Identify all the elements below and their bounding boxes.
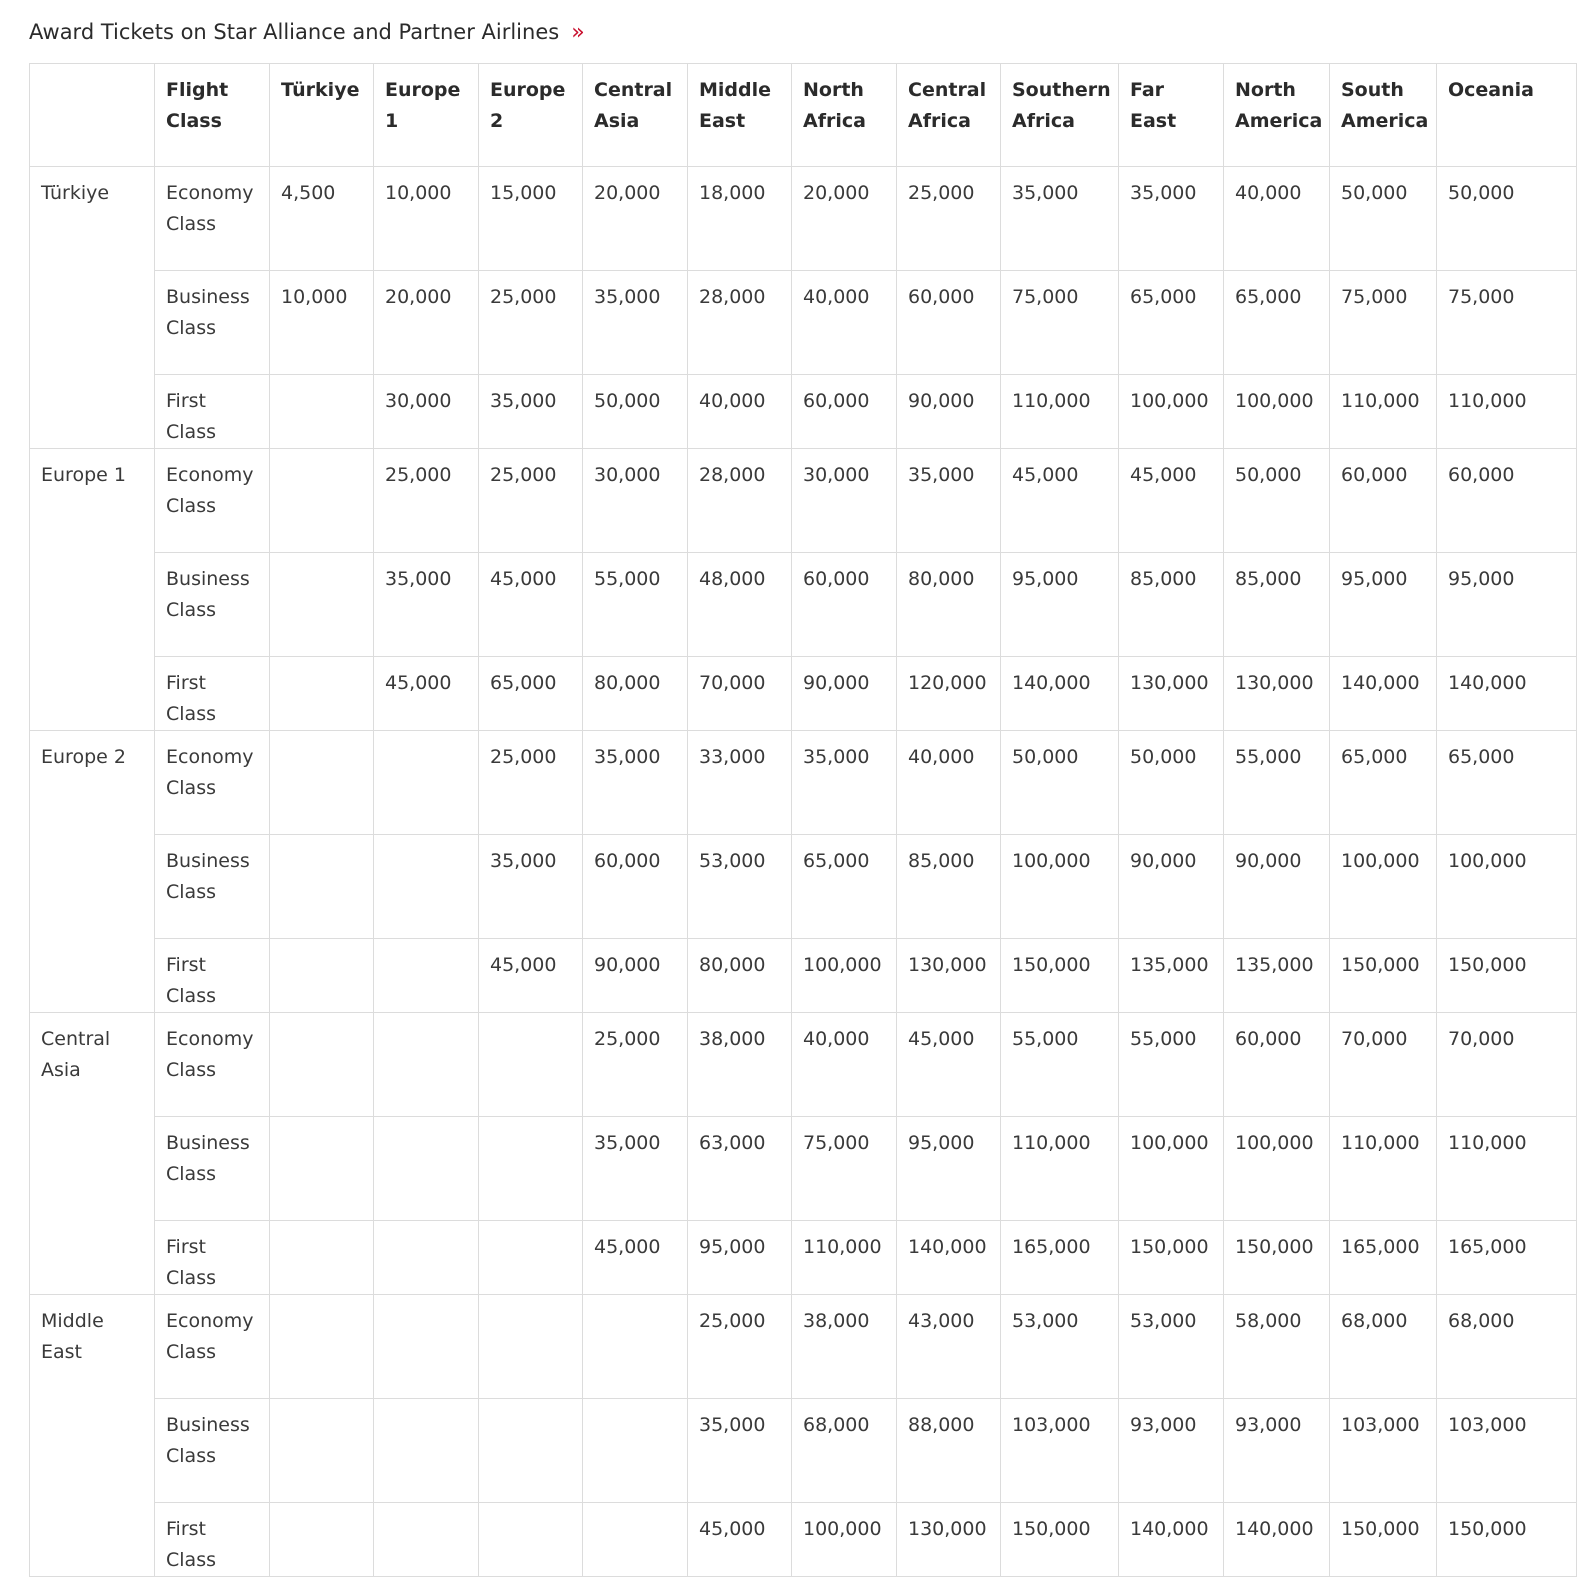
miles-cell: 103,000 <box>1001 1399 1119 1503</box>
miles-cell: 103,000 <box>1437 1399 1577 1503</box>
miles-cell: 25,000 <box>897 167 1001 271</box>
table-row <box>30 835 1577 939</box>
miles-cell <box>270 1503 374 1577</box>
miles-cell <box>374 731 479 835</box>
miles-cell: 60,000 <box>897 271 1001 375</box>
flight-class-cell: Economy Class <box>155 731 270 835</box>
miles-cell <box>479 1399 583 1503</box>
miles-cell: 75,000 <box>1437 271 1577 375</box>
region-cell: Europe 2 <box>30 731 155 1013</box>
miles-cell: 100,000 <box>792 1503 897 1577</box>
miles-cell: 53,000 <box>688 835 792 939</box>
miles-cell: 65,000 <box>1119 271 1224 375</box>
miles-cell: 90,000 <box>792 657 897 731</box>
miles-cell: 45,000 <box>479 939 583 1013</box>
page-title: Award Tickets on Star Alliance and Partner Airlines <box>29 20 560 44</box>
miles-cell <box>374 1503 479 1577</box>
miles-cell: 135,000 <box>1224 939 1330 1013</box>
miles-cell <box>270 1399 374 1503</box>
miles-cell: 140,000 <box>897 1221 1001 1295</box>
miles-cell: 33,000 <box>688 731 792 835</box>
miles-cell: 150,000 <box>1001 1503 1119 1577</box>
award-table-container <box>29 63 1576 1577</box>
miles-cell: 135,000 <box>1119 939 1224 1013</box>
miles-cell: 20,000 <box>792 167 897 271</box>
miles-cell: 15,000 <box>479 167 583 271</box>
header-cell: Central Asia <box>583 64 688 167</box>
miles-cell: 10,000 <box>270 271 374 375</box>
flight-class-cell: Economy Class <box>155 167 270 271</box>
miles-cell: 110,000 <box>1001 375 1119 449</box>
miles-cell: 80,000 <box>583 657 688 731</box>
miles-cell: 35,000 <box>479 835 583 939</box>
table-row <box>30 1013 1577 1117</box>
flight-class-cell: First Class <box>155 1221 270 1295</box>
miles-cell <box>374 1399 479 1503</box>
miles-cell <box>270 1295 374 1399</box>
miles-cell: 90,000 <box>1224 835 1330 939</box>
miles-cell: 70,000 <box>1437 1013 1577 1117</box>
miles-cell: 88,000 <box>897 1399 1001 1503</box>
miles-cell: 100,000 <box>1119 1117 1224 1221</box>
header-cell: North America <box>1224 64 1330 167</box>
miles-cell <box>270 375 374 449</box>
award-table <box>29 63 1577 1577</box>
page-title-bar <box>29 14 585 50</box>
miles-cell <box>374 1013 479 1117</box>
header-cell: South America <box>1330 64 1437 167</box>
miles-cell: 63,000 <box>688 1117 792 1221</box>
miles-cell: 90,000 <box>897 375 1001 449</box>
header-cell: Europe 2 <box>479 64 583 167</box>
region-cell: Türkiye <box>30 167 155 449</box>
table-row <box>30 731 1577 835</box>
miles-cell: 35,000 <box>583 271 688 375</box>
miles-cell: 65,000 <box>479 657 583 731</box>
miles-cell <box>270 553 374 657</box>
miles-cell: 65,000 <box>792 835 897 939</box>
header-cell: Middle East <box>688 64 792 167</box>
miles-cell: 53,000 <box>1001 1295 1119 1399</box>
miles-cell: 68,000 <box>1330 1295 1437 1399</box>
miles-cell: 38,000 <box>688 1013 792 1117</box>
header-cell: Far East <box>1119 64 1224 167</box>
miles-cell: 35,000 <box>583 731 688 835</box>
miles-cell <box>479 1221 583 1295</box>
miles-cell: 28,000 <box>688 449 792 553</box>
miles-cell: 140,000 <box>1330 657 1437 731</box>
miles-cell <box>583 1399 688 1503</box>
miles-cell: 130,000 <box>1224 657 1330 731</box>
miles-cell: 100,000 <box>1001 835 1119 939</box>
region-cell: Central Asia <box>30 1013 155 1295</box>
miles-cell: 70,000 <box>688 657 792 731</box>
miles-cell: 50,000 <box>583 375 688 449</box>
miles-cell: 100,000 <box>1224 375 1330 449</box>
miles-cell: 68,000 <box>1437 1295 1577 1399</box>
miles-cell: 25,000 <box>479 449 583 553</box>
miles-cell: 100,000 <box>1330 835 1437 939</box>
miles-cell: 75,000 <box>1001 271 1119 375</box>
miles-cell: 90,000 <box>1119 835 1224 939</box>
flight-class-cell: Economy Class <box>155 1295 270 1399</box>
miles-cell: 100,000 <box>1224 1117 1330 1221</box>
miles-cell: 93,000 <box>1119 1399 1224 1503</box>
miles-cell: 20,000 <box>374 271 479 375</box>
table-row <box>30 1503 1577 1577</box>
miles-cell <box>270 731 374 835</box>
miles-cell: 165,000 <box>1330 1221 1437 1295</box>
region-cell: Middle East <box>30 1295 155 1577</box>
miles-cell: 35,000 <box>688 1399 792 1503</box>
miles-cell: 25,000 <box>583 1013 688 1117</box>
miles-cell: 85,000 <box>1224 553 1330 657</box>
miles-cell: 45,000 <box>374 657 479 731</box>
miles-cell <box>270 657 374 731</box>
miles-cell: 4,500 <box>270 167 374 271</box>
header-cell: Flight Class <box>155 64 270 167</box>
miles-cell: 50,000 <box>1119 731 1224 835</box>
miles-cell <box>374 939 479 1013</box>
miles-cell: 95,000 <box>1001 553 1119 657</box>
chevron-right-icon[interactable]: » <box>571 19 585 45</box>
miles-cell: 150,000 <box>1437 1503 1577 1577</box>
miles-cell <box>479 1503 583 1577</box>
miles-cell: 140,000 <box>1001 657 1119 731</box>
miles-cell <box>479 1013 583 1117</box>
flight-class-cell: Business Class <box>155 835 270 939</box>
miles-cell: 85,000 <box>1119 553 1224 657</box>
miles-cell: 25,000 <box>688 1295 792 1399</box>
miles-cell: 150,000 <box>1001 939 1119 1013</box>
miles-cell: 103,000 <box>1330 1399 1437 1503</box>
miles-cell: 95,000 <box>688 1221 792 1295</box>
miles-cell: 75,000 <box>792 1117 897 1221</box>
miles-cell: 68,000 <box>792 1399 897 1503</box>
miles-cell: 85,000 <box>897 835 1001 939</box>
miles-cell: 165,000 <box>1437 1221 1577 1295</box>
miles-cell: 50,000 <box>1437 167 1577 271</box>
miles-cell: 130,000 <box>1119 657 1224 731</box>
miles-cell: 110,000 <box>1437 1117 1577 1221</box>
miles-cell: 150,000 <box>1224 1221 1330 1295</box>
region-cell: Europe 1 <box>30 449 155 731</box>
table-row <box>30 375 1577 449</box>
miles-cell: 65,000 <box>1330 731 1437 835</box>
header-cell: Türkiye <box>270 64 374 167</box>
miles-cell <box>374 1117 479 1221</box>
miles-cell: 28,000 <box>688 271 792 375</box>
table-row <box>30 553 1577 657</box>
miles-cell: 80,000 <box>897 553 1001 657</box>
flight-class-cell: Business Class <box>155 1117 270 1221</box>
miles-cell: 43,000 <box>897 1295 1001 1399</box>
miles-cell: 35,000 <box>479 375 583 449</box>
miles-cell: 45,000 <box>583 1221 688 1295</box>
miles-cell: 150,000 <box>1330 1503 1437 1577</box>
header-cell: Europe 1 <box>374 64 479 167</box>
miles-cell: 35,000 <box>374 553 479 657</box>
miles-cell: 40,000 <box>1224 167 1330 271</box>
miles-cell: 25,000 <box>479 271 583 375</box>
miles-cell: 30,000 <box>583 449 688 553</box>
flight-class-cell: First Class <box>155 375 270 449</box>
table-row <box>30 1399 1577 1503</box>
miles-cell <box>583 1503 688 1577</box>
miles-cell: 65,000 <box>1224 271 1330 375</box>
miles-cell: 100,000 <box>1119 375 1224 449</box>
miles-cell: 50,000 <box>1224 449 1330 553</box>
miles-cell: 35,000 <box>792 731 897 835</box>
miles-cell <box>270 449 374 553</box>
flight-class-cell: First Class <box>155 657 270 731</box>
miles-cell: 95,000 <box>1437 553 1577 657</box>
miles-cell: 120,000 <box>897 657 1001 731</box>
miles-cell: 60,000 <box>1224 1013 1330 1117</box>
miles-cell: 75,000 <box>1330 271 1437 375</box>
header-cell: Oceania <box>1437 64 1577 167</box>
miles-cell: 110,000 <box>792 1221 897 1295</box>
miles-cell: 35,000 <box>583 1117 688 1221</box>
miles-cell: 55,000 <box>1224 731 1330 835</box>
miles-cell: 100,000 <box>792 939 897 1013</box>
miles-cell: 110,000 <box>1001 1117 1119 1221</box>
miles-cell <box>270 1117 374 1221</box>
miles-cell: 130,000 <box>897 939 1001 1013</box>
header-cell: Central Africa <box>897 64 1001 167</box>
header-cell: North Africa <box>792 64 897 167</box>
miles-cell: 130,000 <box>897 1503 1001 1577</box>
table-row <box>30 1117 1577 1221</box>
miles-cell <box>270 1013 374 1117</box>
miles-cell: 55,000 <box>1001 1013 1119 1117</box>
miles-cell: 100,000 <box>1437 835 1577 939</box>
miles-cell: 25,000 <box>479 731 583 835</box>
miles-cell: 140,000 <box>1119 1503 1224 1577</box>
header-row <box>30 64 1577 167</box>
miles-cell: 50,000 <box>1001 731 1119 835</box>
miles-cell: 65,000 <box>1437 731 1577 835</box>
flight-class-cell: Economy Class <box>155 449 270 553</box>
miles-cell <box>270 835 374 939</box>
table-row <box>30 1221 1577 1295</box>
miles-cell: 150,000 <box>1119 1221 1224 1295</box>
miles-cell: 35,000 <box>1001 167 1119 271</box>
miles-cell: 60,000 <box>1437 449 1577 553</box>
miles-cell: 18,000 <box>688 167 792 271</box>
flight-class-cell: First Class <box>155 939 270 1013</box>
miles-cell: 95,000 <box>1330 553 1437 657</box>
miles-cell: 55,000 <box>1119 1013 1224 1117</box>
miles-cell: 93,000 <box>1224 1399 1330 1503</box>
miles-cell: 35,000 <box>897 449 1001 553</box>
miles-cell: 40,000 <box>688 375 792 449</box>
flight-class-cell: First Class <box>155 1503 270 1577</box>
miles-cell: 60,000 <box>792 553 897 657</box>
miles-cell: 80,000 <box>688 939 792 1013</box>
table-row <box>30 167 1577 271</box>
miles-cell <box>270 939 374 1013</box>
miles-cell: 45,000 <box>688 1503 792 1577</box>
miles-cell <box>479 1295 583 1399</box>
table-row <box>30 449 1577 553</box>
table-row <box>30 1295 1577 1399</box>
miles-cell <box>270 1221 374 1295</box>
miles-cell: 110,000 <box>1330 375 1437 449</box>
header-cell: Southern Africa <box>1001 64 1119 167</box>
miles-cell <box>479 1117 583 1221</box>
miles-cell: 150,000 <box>1330 939 1437 1013</box>
miles-cell: 55,000 <box>583 553 688 657</box>
miles-cell: 38,000 <box>792 1295 897 1399</box>
miles-cell: 45,000 <box>1001 449 1119 553</box>
miles-cell <box>374 1295 479 1399</box>
miles-cell: 45,000 <box>479 553 583 657</box>
miles-cell: 10,000 <box>374 167 479 271</box>
flight-class-cell: Business Class <box>155 1399 270 1503</box>
miles-cell: 140,000 <box>1437 657 1577 731</box>
table-row <box>30 271 1577 375</box>
miles-cell: 60,000 <box>792 375 897 449</box>
miles-cell: 110,000 <box>1437 375 1577 449</box>
miles-cell: 58,000 <box>1224 1295 1330 1399</box>
flight-class-cell: Business Class <box>155 271 270 375</box>
miles-cell: 40,000 <box>792 271 897 375</box>
miles-cell: 45,000 <box>1119 449 1224 553</box>
miles-cell: 50,000 <box>1330 167 1437 271</box>
miles-cell: 140,000 <box>1224 1503 1330 1577</box>
miles-cell: 45,000 <box>897 1013 1001 1117</box>
table-body <box>30 167 1577 1577</box>
miles-cell: 48,000 <box>688 553 792 657</box>
miles-cell: 40,000 <box>792 1013 897 1117</box>
miles-cell: 60,000 <box>1330 449 1437 553</box>
miles-cell: 150,000 <box>1437 939 1577 1013</box>
miles-cell: 110,000 <box>1330 1117 1437 1221</box>
table-row <box>30 939 1577 1013</box>
miles-cell: 53,000 <box>1119 1295 1224 1399</box>
miles-cell: 60,000 <box>583 835 688 939</box>
flight-class-cell: Business Class <box>155 553 270 657</box>
miles-cell: 40,000 <box>897 731 1001 835</box>
miles-cell: 90,000 <box>583 939 688 1013</box>
miles-cell: 95,000 <box>897 1117 1001 1221</box>
miles-cell <box>374 1221 479 1295</box>
miles-cell: 20,000 <box>583 167 688 271</box>
table-row <box>30 657 1577 731</box>
miles-cell: 30,000 <box>374 375 479 449</box>
miles-cell: 35,000 <box>1119 167 1224 271</box>
miles-cell: 165,000 <box>1001 1221 1119 1295</box>
miles-cell: 25,000 <box>374 449 479 553</box>
flight-class-cell: Economy Class <box>155 1013 270 1117</box>
miles-cell <box>374 835 479 939</box>
miles-cell <box>583 1295 688 1399</box>
header-cell <box>30 64 155 167</box>
miles-cell: 70,000 <box>1330 1013 1437 1117</box>
miles-cell: 30,000 <box>792 449 897 553</box>
